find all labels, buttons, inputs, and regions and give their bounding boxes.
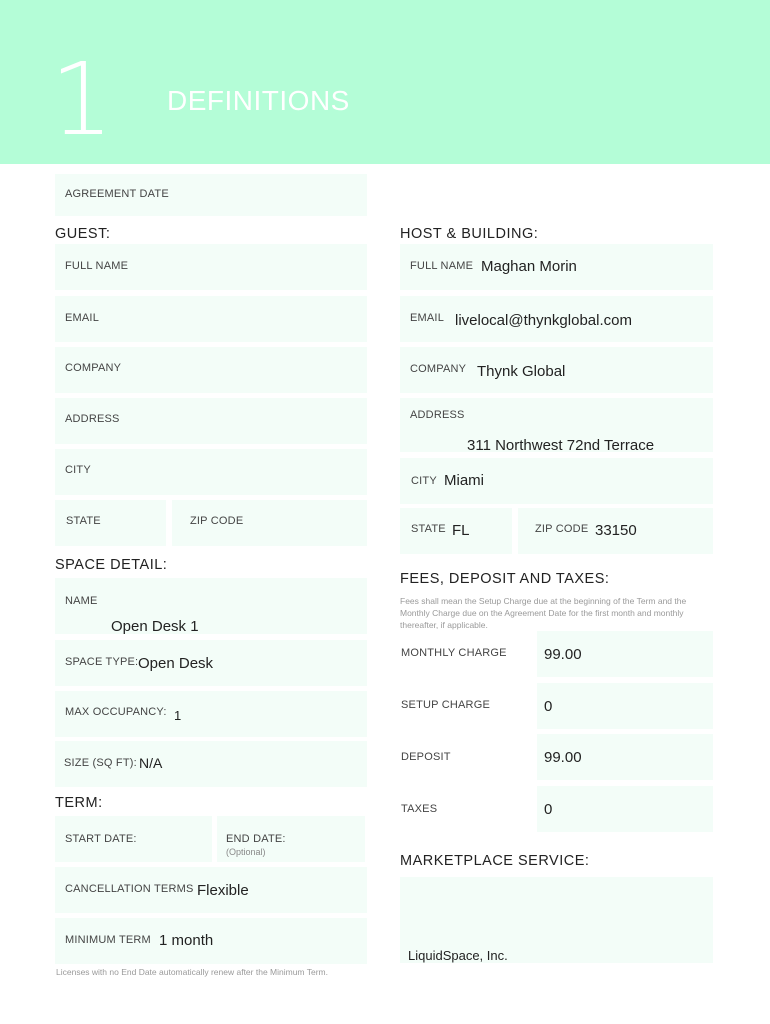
max-occupancy-field[interactable] — [55, 691, 367, 737]
space-type-label: SPACE TYPE: — [65, 656, 139, 668]
guest-address-field[interactable] — [55, 398, 367, 444]
section-title: DEFINITIONS — [167, 85, 350, 116]
host-zip-label: ZIP CODE — [535, 523, 589, 535]
taxes-label: TAXES — [401, 803, 438, 815]
setup-charge-value: 0 — [544, 698, 553, 715]
host-heading: HOST & BUILDING: — [400, 226, 539, 242]
host-email-field[interactable] — [400, 296, 713, 342]
max-occupancy-label: MAX OCCUPANCY: — [65, 706, 167, 718]
guest-state-field[interactable] — [55, 500, 166, 546]
guest-company-label: COMPANY — [65, 362, 122, 374]
host-zip-field[interactable] — [518, 508, 713, 554]
cancellation-terms-value: Flexible — [197, 882, 249, 899]
guest-city-field[interactable] — [55, 449, 367, 495]
host-company-label: COMPANY — [410, 363, 467, 375]
guest-address-label: ADDRESS — [65, 413, 120, 425]
guest-zip-field[interactable] — [172, 500, 367, 546]
guest-state-label: STATE — [66, 515, 101, 527]
end-date-label: END DATE: — [226, 833, 286, 845]
end-date-field[interactable] — [217, 816, 365, 862]
space-detail-heading: SPACE DETAIL: — [55, 557, 168, 573]
space-name-field[interactable] — [55, 578, 367, 634]
host-zip-value: 33150 — [595, 522, 637, 539]
agreement-date-field[interactable] — [55, 174, 367, 216]
deposit-label: DEPOSIT — [401, 751, 451, 763]
start-date-label: START DATE: — [65, 833, 137, 845]
space-type-field[interactable] — [55, 640, 367, 686]
size-value: N/A — [139, 755, 163, 771]
host-state-value: FL — [452, 522, 470, 539]
size-label: SIZE (SQ FT): — [64, 757, 137, 769]
max-occupancy-value: 1 — [174, 708, 182, 723]
taxes-field[interactable] — [537, 786, 713, 832]
agreement-date-label: AGREEMENT DATE — [65, 188, 169, 200]
fees-heading: FEES, DEPOSIT AND TAXES: — [400, 571, 610, 587]
host-state-field[interactable] — [400, 508, 512, 554]
guest-heading: GUEST: — [55, 226, 111, 242]
host-state-label: STATE — [411, 523, 446, 535]
size-field[interactable] — [55, 741, 367, 787]
minimum-term-value: 1 month — [159, 932, 214, 949]
deposit-field[interactable] — [537, 734, 713, 780]
host-city-label: CITY — [411, 475, 437, 487]
host-full-name-field[interactable] — [400, 244, 713, 290]
guest-zip-label: ZIP CODE — [190, 515, 244, 527]
minimum-term-field[interactable] — [55, 918, 367, 964]
host-address-field[interactable] — [400, 398, 713, 452]
host-full-name-value: Maghan Morin — [481, 258, 577, 275]
marketplace-value: LiquidSpace, Inc. — [408, 948, 508, 963]
guest-email-field[interactable] — [55, 296, 367, 342]
host-company-field[interactable] — [400, 347, 713, 393]
host-company-value: Thynk Global — [477, 363, 566, 380]
guest-full-name-field[interactable] — [55, 244, 367, 290]
host-full-name-label: FULL NAME — [410, 260, 474, 272]
term-footnote: Licenses with no End Date automatically renew after the Minimum Term. — [56, 967, 328, 977]
host-email-label: EMAIL — [410, 312, 445, 324]
guest-company-field[interactable] — [55, 347, 367, 393]
monthly-charge-label: MONTHLY CHARGE — [401, 647, 507, 659]
term-heading: TERM: — [55, 795, 103, 811]
monthly-charge-field[interactable] — [537, 631, 713, 677]
section-number: 1 — [50, 41, 112, 158]
host-email-value: livelocal@thynkglobal.com — [455, 312, 632, 329]
setup-charge-field[interactable] — [537, 683, 713, 729]
host-address-value: 311 Northwest 72nd Terrace — [467, 437, 655, 454]
fees-note: Fees shall mean the Setup Charge due at the beginning of the Term and the Monthly Charge due on the Agreement Date for the first month and monthly thereafter, if applicable. — [400, 596, 687, 630]
minimum-term-label: MINIMUM TERM — [65, 934, 151, 946]
taxes-value: 0 — [544, 801, 553, 818]
guest-full-name-label: FULL NAME — [65, 260, 129, 272]
monthly-charge-value: 99.00 — [544, 646, 582, 663]
host-address-label: ADDRESS — [410, 409, 465, 421]
start-date-field[interactable] — [55, 816, 212, 862]
guest-email-label: EMAIL — [65, 312, 100, 324]
setup-charge-label: SETUP CHARGE — [401, 699, 490, 711]
cancellation-terms-field[interactable] — [55, 867, 367, 913]
space-type-value: Open Desk — [138, 655, 214, 672]
host-city-value: Miami — [444, 472, 484, 489]
space-name-label: NAME — [65, 595, 98, 607]
space-name-value: Open Desk 1 — [111, 618, 199, 635]
marketplace-heading: MARKETPLACE SERVICE: — [400, 853, 590, 869]
deposit-value: 99.00 — [544, 749, 582, 766]
cancellation-terms-label: CANCELLATION TERMS — [65, 883, 194, 895]
host-city-field[interactable] — [400, 458, 713, 504]
marketplace-field[interactable] — [400, 877, 713, 963]
end-date-optional: (Optional) — [226, 847, 266, 857]
header-banner — [0, 0, 770, 164]
guest-city-label: CITY — [65, 464, 91, 476]
